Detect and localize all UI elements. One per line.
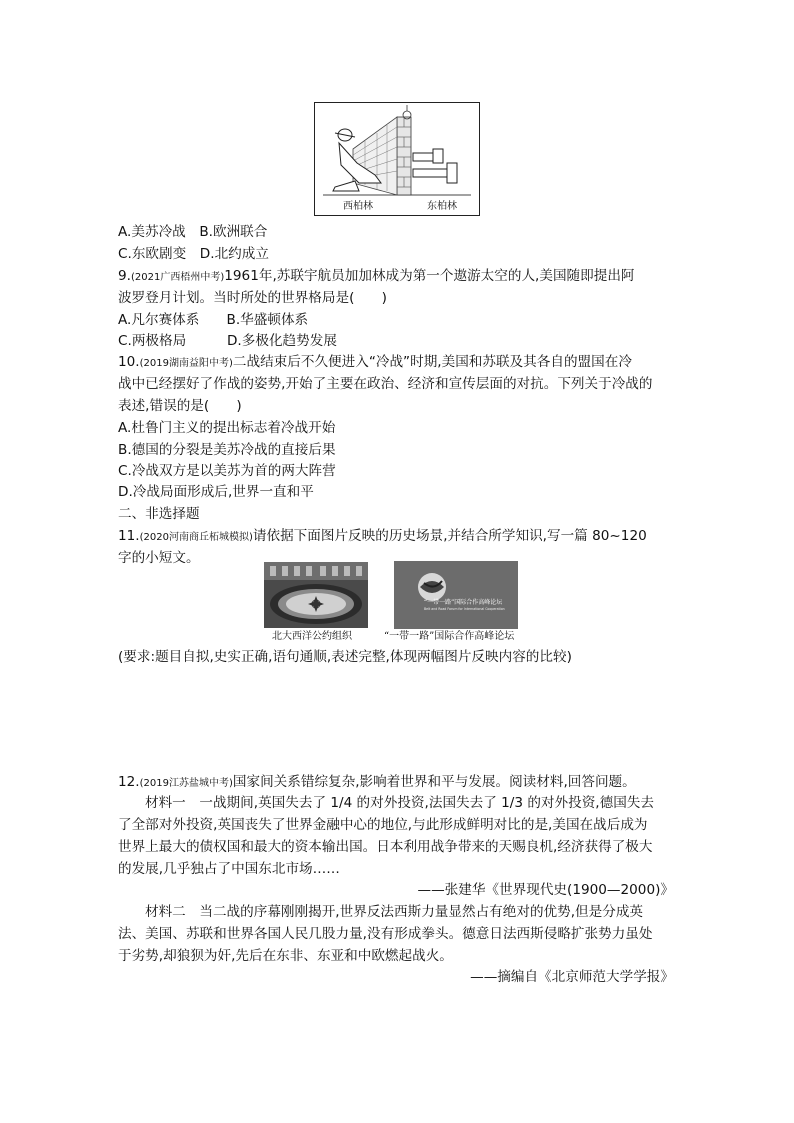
caption-west-berlin: 西柏林 [343, 201, 373, 212]
q12-stem-text: 国家间关系错综复杂,影响着世界和平与发展。阅读材料,回答问题。 [232, 774, 636, 790]
q10-stem-text: 二战结束后不久便进入“冷战”时期,美国和苏联及其各自的盟国在冷 [232, 354, 632, 370]
q11-stem-line2: 字的小短文。 [118, 550, 200, 566]
material2-source: ——摘编自《北京师范大学学报》 [470, 969, 674, 985]
q11-stem-line1 [118, 526, 647, 548]
material1-line1: 材料一 一战期间,英国失去了 1/4 的对外投资,法国失去了 1/3 的对外投资,德国失去 [145, 795, 654, 811]
q9-stem-line1 [118, 266, 635, 288]
q9-stem-line2: 波罗登月计划。当时所处的世界格局是( ) [118, 290, 387, 306]
material2-line1: 材料二 当二战的序幕刚刚揭开,世界反法西斯力量显然占有绝对的优势,但是分成英 [145, 904, 644, 920]
belt-road-banner-text: “一带一路”国际合作高峰论坛 [424, 599, 503, 606]
belt-road-banner-english: Belt and Road Forum for International Cooperation [424, 607, 505, 611]
section-title-non-choice: 二、非选择题 [118, 506, 200, 522]
q11-source: (2020河南商丘柘城模拟) [139, 532, 253, 543]
q9-options-ab: A.凡尔赛体系 B.华盛顿体系 [118, 312, 309, 328]
q12-source: (2019江苏盐城中考) [139, 778, 233, 789]
nato-photo-caption: 北大西洋公约组织 [272, 631, 352, 642]
material2-line3: 于劣势,却狼狈为奸,先后在东非、东亚和中欧燃起战火。 [118, 948, 453, 964]
material2-line2: 法、美国、苏联和世界各国人民几股力量,没有形成拳头。德意日法西斯侵略扩张势力虽处 [118, 926, 653, 942]
q9-stem-text: 1961年,苏联宇航员加加林成为第一个遨游太空的人,美国随即提出阿 [224, 268, 635, 284]
q9-number: 9. [118, 268, 131, 284]
q9-options-cd: C.两极格局 D.多极化趋势发展 [118, 333, 337, 349]
q11-requirement: (要求:题目自拟,史实正确,语句通顺,表述完整,体现两幅图片反映内容的比较) [118, 649, 572, 665]
q10-stem-line3: 表述,错误的是( ) [118, 398, 242, 414]
q12-number: 12. [118, 774, 140, 790]
berlin-wall-cartoon [314, 102, 480, 216]
q9-source: (2021广西梧州中考) [130, 272, 225, 283]
q10-option-c: C.冷战双方是以美苏为首的两大阵营 [118, 463, 336, 479]
q10-source: (2019湖南益阳中考) [139, 358, 233, 369]
belt-road-forum-photo [394, 561, 518, 629]
material1-line4: 的发展,几乎独占了中国东北市场…… [118, 861, 340, 877]
q8-options-ab: A.美苏冷战 B.欧洲联合 [118, 224, 268, 240]
q10-option-a: A.杜鲁门主义的提出标志着冷战开始 [118, 420, 336, 436]
material1-line3: 世界上最大的债权国和最大的资本输出国。日本利用战争带来的天赐良机,经济获得了极大 [118, 839, 653, 855]
q12-stem [118, 772, 636, 794]
nato-meeting-image [264, 562, 368, 628]
q11-stem-text: 请依据下面图片反映的历史场景,并结合所学知识,写一篇 80~120 [252, 528, 647, 544]
q10-number: 10. [118, 354, 140, 370]
belt-road-photo-caption: “一带一路”国际合作高峰论坛 [384, 631, 515, 642]
q10-stem-line2: 战中已经摆好了作战的姿势,开始了主要在政治、经济和宣传层面的对抗。下列关于冷战的 [118, 376, 653, 392]
q10-option-d: D.冷战局面形成后,世界一直和平 [118, 484, 314, 500]
caption-east-berlin: 东柏林 [427, 201, 457, 212]
q11-number: 11. [118, 528, 140, 544]
q8-options-cd: C.东欧剧变 D.北约成立 [118, 246, 269, 262]
q10-stem-line1 [118, 352, 632, 374]
material1-line2: 了全部对外投资,英国丧失了世界金融中心的地位,与此形成鲜明对比的是,美国在战后成为 [118, 817, 648, 833]
material1-source: ——张建华《世界现代史(1900—2000)》 [417, 882, 674, 898]
nato-meeting-photo [264, 562, 368, 628]
q10-option-b: B.德国的分裂是美苏冷战的直接后果 [118, 442, 336, 458]
belt-road-forum-image [394, 561, 518, 629]
berlin-wall-illustration [315, 103, 479, 215]
